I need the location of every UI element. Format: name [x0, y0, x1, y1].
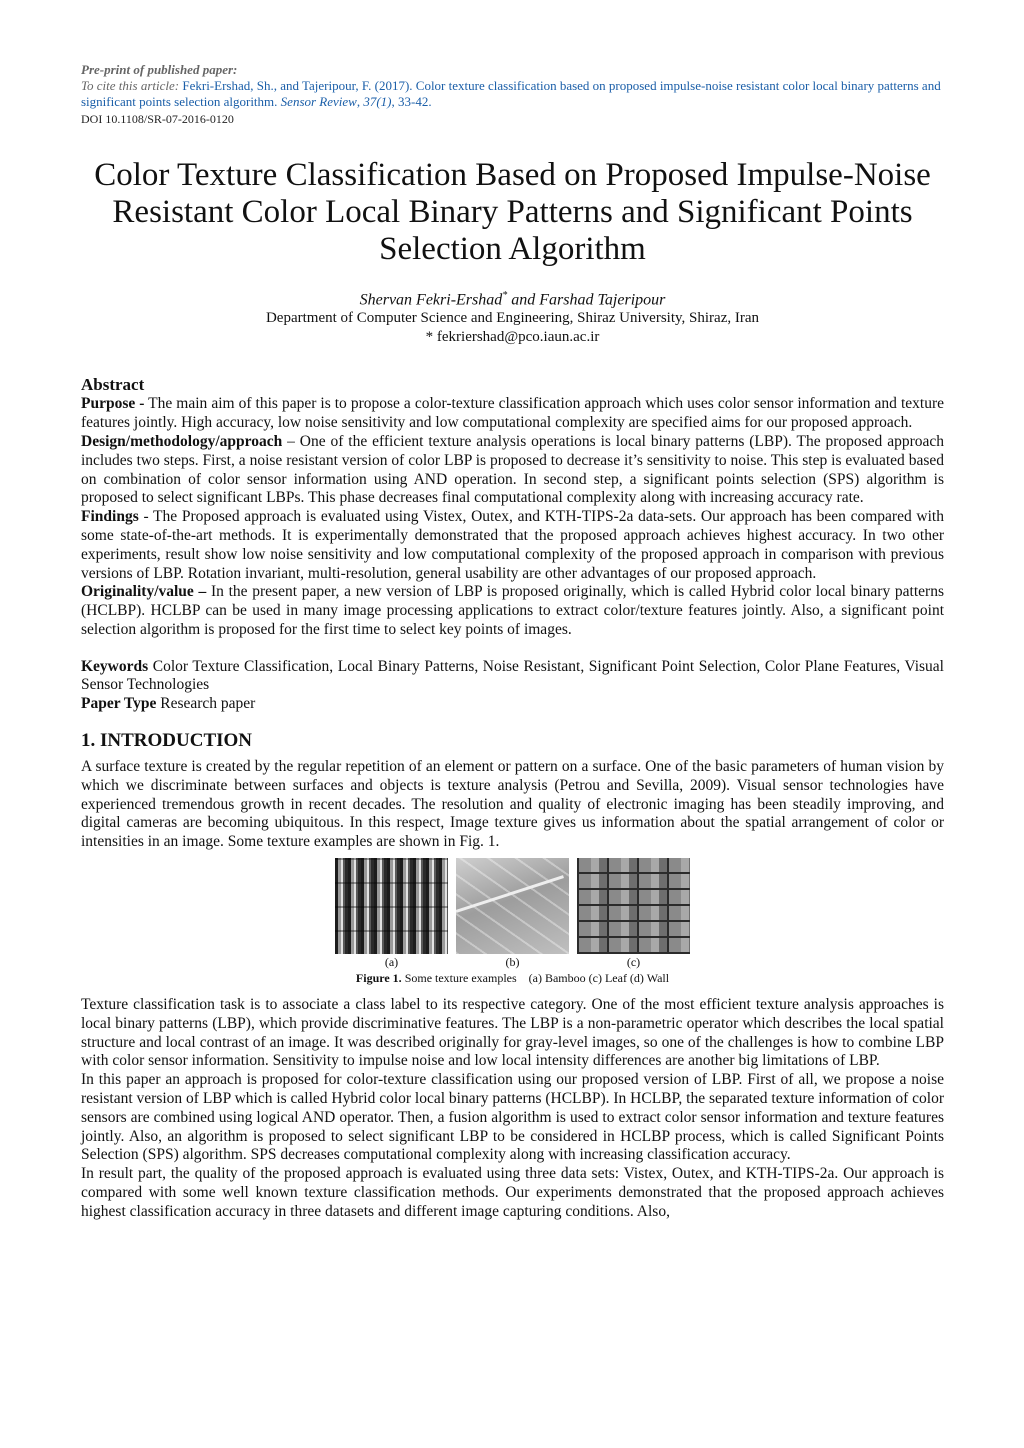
section-heading: 1. INTRODUCTION [81, 730, 253, 752]
figure-label-b: (b) [505, 955, 520, 970]
figure-caption: Figure 1. Some texture examples (a) Bamboo (c) Leaf (d) Wall [355, 971, 670, 986]
abstract-originality: Originality/value – In the present paper, a new version of LBP is proposed originally, which is called Hybrid color local binary patterns (HCLBP). HCLBP can be used in many image processing applications to extract color/texture features jointly. Also, a significant point selection algorithm is proposed for the first time to select key points of images. [81, 583, 944, 638]
cite-label: To cite this article: [81, 78, 180, 93]
intro-paragraph-3: In this paper an approach is proposed for color-texture classification using our proposed version of LBP. First of all, we propose a noise resistant version of LBP which is called Hybrid color local binary patterns (HCLBP). In HCLBP, the separated texture information of color sensors are combined using logical AND operator. Then, a fusion algorithm is used to extract color sensor information and texture features jointly. Also, an algorithm is proposed to select significant LBP to be considered in HCLBP process, which is called Significant Points Selection (SPS) algorithm. SPS decreases computational complexity along with increasing classification accuracy. [81, 1071, 944, 1164]
keywords: Keywords Color Texture Classification, Local Binary Patterns, Noise Resistant, Significant Point Selection, Color Plane Features, Visual Sensor Technologies [81, 657, 944, 694]
paper-type: Paper Type Research paper [81, 695, 256, 713]
intro-paragraph-4: In result part, the quality of the proposed approach is evaluated using three data sets: Vistex, Outex, and KTH-TIPS-2a. Our approach is compared with some well known texture classification methods. Our experiments demonstrated that the proposed approach achieves highest classification accuracy in three datasets and different image capturing conditions. Also, [81, 1165, 944, 1220]
figure-1 [81, 858, 944, 954]
citation-link[interactable]: Fekri-Ershad, Sh., and Tajeripour, F. (2017). Color texture classification based on proposed impulse-noise resistant color local binary patterns and significant points selection algorithm. Sensor Review, 37(1), 33-42. [81, 78, 941, 109]
wall-texture-image [577, 858, 690, 954]
abstract-findings: Findings - The Proposed approach is evaluated using Vistex, Outex, and KTH-TIPS-2a data-sets. Our approach has been compared with some state-of-the-art methods. It is experimentally demonstrated that the proposed approach achieves highest accuracy. In two other experiments, result show low noise sensitivity and low computational complexity of the proposed approach in comparison with previous versions of LBP. Rotation invariant, multi-resolution, general usability are other advantages of our proposed approach. [81, 508, 944, 582]
affiliation: Department of Computer Science and Engineering, Shiraz University, Shiraz, Iran [265, 310, 760, 327]
intro-paragraph-2: Texture classification task is to associate a class label to its respective category. One of the most efficient texture analysis approaches is local binary patterns (LBP), which provide discriminative features. The LBP is a non-parametric operator which describes the local spatial structure and local contrast of an image. It was described originally for gray-level images, so one of the challenges is how to combine LBP with color sensor information. Sensitivity to impulse noise and low local intensity differences are another big limitations of LBP. [81, 996, 944, 1070]
figure-label-a: (a) [384, 955, 399, 970]
authors: Shervan Fekri-Ershad* and Farshad Tajeripour [359, 290, 666, 309]
leaf-texture-image [456, 858, 569, 954]
citation-block [81, 62, 944, 127]
abstract-heading: Abstract [81, 375, 145, 395]
email: * fekriershad@pco.iaun.ac.ir [425, 329, 600, 346]
bamboo-texture-image [335, 858, 448, 954]
paper-title: Color Texture Classification Based on Proposed Impulse-Noise Resistant Color Local Binary Patterns and Significant Points Selection Algorithm [94, 157, 931, 267]
doi: DOI 10.1108/SR-07-2016-0120 [81, 112, 234, 126]
figure-labels [81, 955, 944, 970]
intro-paragraph-1: A surface texture is created by the regular repetition of an element or pattern on a surface. One of the basic parameters of human vision by which we discriminate between surfaces and objects is texture analysis (Petrou and Sevilla, 2009). Visual sensor technologies have experienced tremendous growth in recent decades. The resolution and quality of electronic imaging has been steadily improving, and digital cameras are becoming ubiquitous. In this respect, Image texture gives us information about the spatial arrangement of color or intensities in an image. Some texture examples are shown in Fig. 1. [81, 758, 944, 851]
abstract-design: Design/methodology/approach – One of the efficient texture analysis operations is local binary patterns (LBP). The proposed approach includes two steps. First, a noise resistant version of color LBP is proposed to decrease it’s sensitivity to noise. This step is evaluated based on combination of color sensor information using AND operation. In second step, a significant points selection (SPS) algorithm is proposed to select significant LBPs. This phase decreases final computational complexity along with increasing accuracy rate. [81, 432, 944, 507]
preprint-label: Pre-print of published paper: [81, 62, 238, 77]
paper-page [81, 62, 944, 1222]
abstract-purpose: Purpose - The main aim of this paper is to propose a color-texture classification approach which uses color sensor information and texture features jointly. High accuracy, low noise sensitivity and low computational complexity are specified aims for our proposed approach. [81, 395, 944, 432]
figure-label-c: (c) [626, 955, 641, 970]
